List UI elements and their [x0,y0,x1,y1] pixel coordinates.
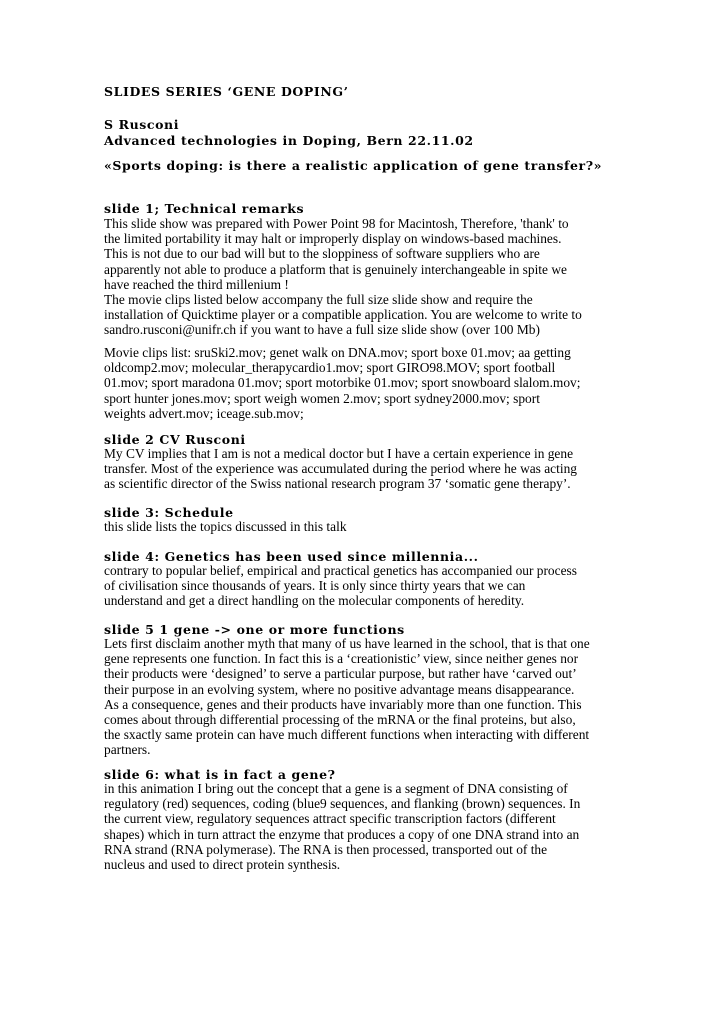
slide-4-heading: slide 4: Genetics has been used since millennia... [104,549,479,564]
text-line: My CV implies that I am is not a medical doctor but I have a certain experience in gene [104,446,574,461]
text-line: this slide lists the topics discussed in this talk [104,519,347,534]
slide-3-body [104,519,624,534]
text-line: sport hunter jones.mov; sport weigh women 2.mov; sport sydney2000.mov; sport [104,390,540,406]
text-line: transfer. Most of the experience was accumulated during the period where he was acting [104,461,577,477]
text-line: have reached the third millenium ! [104,276,289,292]
text-line: the current view, regulatory sequences attract specific transcription factors (different [104,811,556,827]
text-line: contrary to popular belief, empirical and practical genetics has accompanied our process [104,563,577,578]
text-line: Movie clips list: sruSki2.mov; genet walk on DNA.mov; sport boxe 01.mov; aa getting [104,345,571,360]
slide-1-heading: slide 1; Technical remarks [104,201,305,216]
text-line: in this animation I bring out the concept that a gene is a segment of DNA consisting of [104,781,568,796]
text-line: Lets first disclaim another myth that many of us have learned in the school, that is that one [104,636,590,651]
slide-6-body [104,781,624,872]
text-line: nucleus and used to direct protein synthesis. [104,857,341,873]
text-line: installation of Quicktime player or a compatible application. You are welcome to write to [104,307,582,323]
slide-2-body [104,446,624,492]
text-line: oldcomp2.mov; molecular_therapycardio1.mov; sport GIRO98.MOV; sport football [104,360,556,376]
slide-5-heading: slide 5 1 gene -> one or more functions [104,622,405,637]
talk-title: «Sports doping: is there a realistic application of gene transfer?» [104,158,603,173]
event-line: Advanced technologies in Doping, Bern 22.11.02 [104,133,474,148]
slide-3-heading: slide 3: Schedule [104,505,234,520]
text-line: sandro.rusconi@unifr.ch if you want to have a full size slide show (over 100 Mb) [104,322,540,338]
text-line: The movie clips listed below accompany the full size slide show and require the [104,292,533,308]
slide-4-body [104,563,624,609]
text-line: the limited portability it may halt or improperly display on windows-based machines. [104,231,562,247]
movie-clips-list [104,345,624,421]
text-line: partners. [104,742,151,758]
text-line: As a consequence, genes and their products have invariably more than one function. This [104,696,582,712]
text-line: understand and get a direct handling on the molecular components of heredity. [104,593,525,609]
text-line: of civilisation since thousands of years. It is only since thirty years that we can [104,578,526,594]
text-line: This slide show was prepared with Power Point 98 for Macintosh, Therefore, 'thank' to [104,216,569,231]
slide-2-heading: slide 2 CV Rusconi [104,432,246,447]
text-line: apparently not able to produce a platform that is genuinely interchangeable in spite we [104,261,567,277]
text-line: weights advert.mov; iceage.sub.mov; [104,405,304,421]
slide-5-body [104,636,624,758]
text-line: as scientific director of the Swiss national research program 37 ‘somatic gene therapy’. [104,476,571,492]
text-line: the sxactly same protein can have much different functions when interacting with different [104,727,590,743]
author-name: S Rusconi [104,117,180,132]
text-line: RNA strand (RNA polymerase). The RNA is then processed, transported out of the [104,841,548,857]
series-title: SLIDES SERIES ‘GENE DOPING’ [104,84,349,99]
text-line: their products were ‘designed’ to serve a particular purpose, but rather have ‘carved out’ [104,666,577,682]
text-line: 01.mov; sport maradona 01.mov; sport motorbike 01.mov; sport snowboard slalom.mov; [104,375,581,391]
slide-6-heading: slide 6: what is in fact a gene? [104,767,336,782]
text-line: comes about through differential processing of the mRNA or the final proteins, but also, [104,712,576,728]
text-line: This is not due to our bad will but to the sloppiness of software suppliers who are [104,246,540,262]
text-line: shapes) which in turn attract the enzyme that produces a copy of one DNA strand into an [104,826,580,842]
text-line: regulatory (red) sequences, coding (blue9 sequences, and flanking (brown) sequences. In [104,796,581,812]
text-line: their purpose in an evolving system, where no positive advantage means disappearance. [104,681,575,697]
slide-1-body [104,216,624,338]
text-line: gene represents one function. In fact this is a ‘creationistic’ view, since neither genes nor [104,651,579,667]
